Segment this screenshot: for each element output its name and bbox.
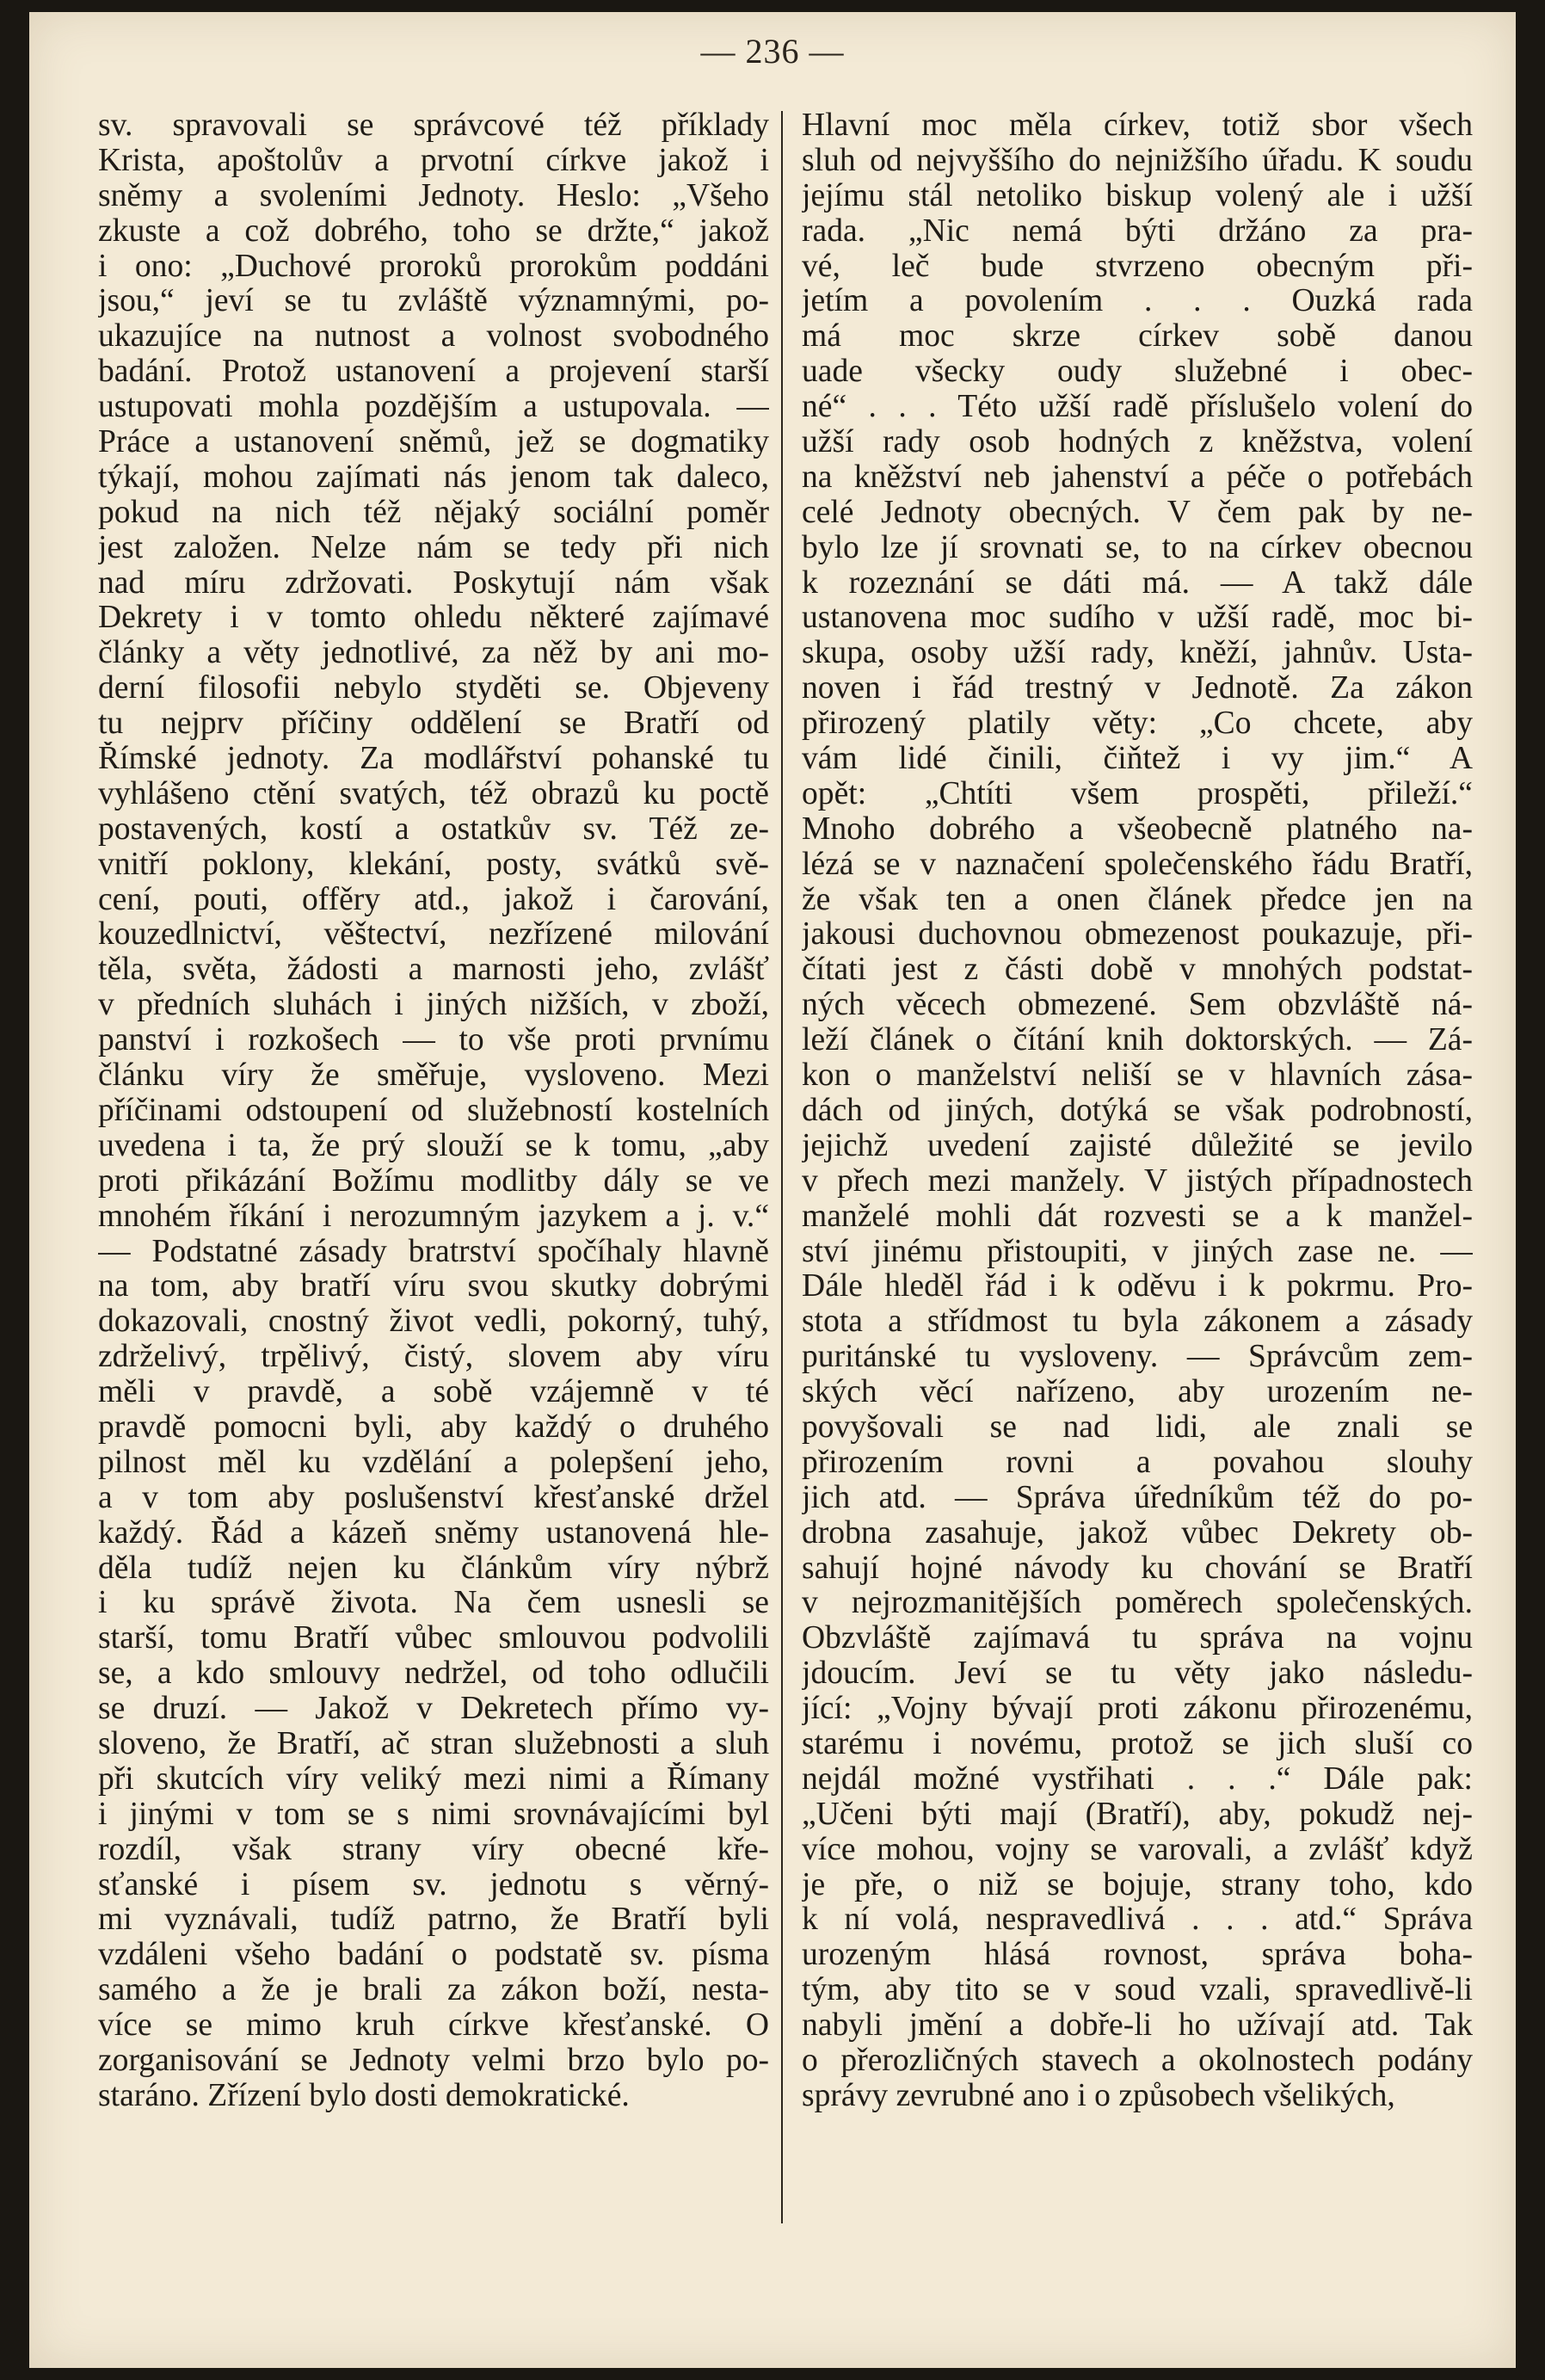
- text-line: cení, pouti, offěry atd., jakož i čarování,: [98, 882, 769, 917]
- text-line: pravdě pomocni byli, aby každý o druhého: [98, 1409, 769, 1445]
- text-line: Hlavní moc měla církev, totiž sbor všech: [802, 108, 1473, 143]
- text-line: přirozením rovni a povahou slouhy: [802, 1445, 1473, 1480]
- text-line: se druzí. — Jakož v Dekretech přímo vy-: [98, 1692, 769, 1727]
- text-line: užší rady osob hodných z kněžstva, volení: [802, 425, 1473, 460]
- text-line: vnitří poklony, klekání, posty, svátků svě-: [98, 847, 769, 882]
- text-line: více se mimo kruh církve křesťanské. O: [98, 2008, 769, 2044]
- text-line: proti přikázání Božímu modlitby dály se ve: [98, 1163, 769, 1199]
- text-line: sloveno, že Bratří, ač stran služebnosti a sluh: [98, 1726, 769, 1761]
- text-line: mnohém říkání i nerozumným jazykem a j. v.“: [98, 1199, 769, 1234]
- text-line: přirozený platily věty: „Co chcete, aby: [802, 706, 1473, 742]
- text-line: a v tom aby poslušenství křesťanské držel: [98, 1480, 769, 1515]
- text-line: jetím a povolením . . . Ouzká rada: [802, 284, 1473, 319]
- text-line: jejímu stál netoliko biskup volený ale i užší: [802, 178, 1473, 213]
- text-line: skupa, osoby užší rady, kněží, jahnův. Usta-: [802, 636, 1473, 671]
- text-line: postavených, kostí a ostatkův sv. Též ze-: [98, 811, 769, 847]
- text-line: se, a kdo smlouvy nedržel, od toho odlučili: [98, 1656, 769, 1692]
- page-number: — 236 —: [700, 32, 845, 71]
- text-line: noven i řád trestný v Jednotě. Za zákon: [802, 671, 1473, 706]
- text-line: stota a střídmost tu byla zákonem a zásady: [802, 1304, 1473, 1340]
- text-line: kon o manželství neliší se v hlavních zása-: [802, 1058, 1473, 1094]
- text-line: tu nejprv příčiny oddělení se Bratří od: [98, 706, 769, 742]
- text-line: Mnoho dobrého a všeobecně platného na-: [802, 811, 1473, 847]
- text-line: — Podstatné zásady bratrství spočíhaly hlavně: [98, 1234, 769, 1269]
- text-line: v nejrozmanitějších poměrech společenských.: [802, 1586, 1473, 1621]
- text-line: jdoucím. Jeví se tu věty jako následu-: [802, 1656, 1473, 1692]
- text-line: jich atd. — Správa úředníkům též do po-: [802, 1480, 1473, 1515]
- text-line: v předních sluhách i jiných nižších, v zboží,: [98, 988, 769, 1023]
- text-line: články a věty jednotlivé, za něž by ani mo-: [98, 636, 769, 671]
- text-line: pilnost měl ku vzdělání a polepšení jeho,: [98, 1445, 769, 1480]
- text-line: vyhlášeno ctění svatých, též obrazů ku poctě: [98, 776, 769, 811]
- text-line: týkají, mohou zajímati nás jenom tak daleco,: [98, 459, 769, 495]
- text-line: nabyli jmění a dobře-li ho užívají atd. Tak: [802, 2008, 1473, 2044]
- text-line: celé Jednoty obecných. V čem pak by ne-: [802, 495, 1473, 530]
- text-line: povyšovali se nad lidi, ale znali se: [802, 1409, 1473, 1445]
- text-line: dách od jiných, dotýká se však podrobností,: [802, 1093, 1473, 1128]
- text-line: starší, tomu Bratří vůbec smlouvou podvolili: [98, 1621, 769, 1656]
- text-line: mi vyznávali, tudíž patrno, že Bratří byli: [98, 1902, 769, 1938]
- text-line: ných věcech obmezené. Sem obzvláště ná-: [802, 988, 1473, 1023]
- text-line: urozeným hlásá rovnost, správa boha-: [802, 1938, 1473, 1973]
- text-line: sv. spravovali se správcové též příklady: [98, 108, 769, 143]
- text-line: manželé mohli dát rozvesti se a k manžel-: [802, 1199, 1473, 1234]
- text-line: k rozeznání se dáti má. — A takž dále: [802, 565, 1473, 601]
- text-line: že však ten a onen článek předce jen na: [802, 882, 1473, 917]
- text-line: sťanské i písem sv. jednotu s věrný-: [98, 1867, 769, 1902]
- text-line: vzdáleni všeho badání o podstatě sv. písma: [98, 1938, 769, 1973]
- text-line: jící: „Vojny bývají proti zákonu přirozenému,: [802, 1692, 1473, 1727]
- text-line: ustanovena moc sudího v užší radě, moc bi-: [802, 601, 1473, 636]
- text-line: puritánské tu vysloveny. — Správcům zem-: [802, 1340, 1473, 1375]
- text-line: při skutcích víry veliký mezi nimi a Římany: [98, 1761, 769, 1797]
- text-line: jest založen. Nelze nám se tedy při nich: [98, 530, 769, 565]
- text-line: Obzvláště zajímavá tu správa na vojnu: [802, 1621, 1473, 1656]
- text-line: na tom, aby bratří víru svou skutky dobrými: [98, 1269, 769, 1304]
- text-line: jakousi duchovnou obmezenost poukazuje, při-: [802, 917, 1473, 953]
- text-line: příčinami odstoupení od služebností kostelních: [98, 1093, 769, 1128]
- text-line: děla tudíž nejen ku článkům víry nýbrž: [98, 1551, 769, 1586]
- text-line: drobna zasahuje, jakož vůbec Dekrety ob-: [802, 1515, 1473, 1551]
- text-line: i ku správě života. Na čem usnesli se: [98, 1586, 769, 1621]
- left-column: [98, 108, 769, 2114]
- text-line: správy zevrubné ano i o způsobech všelikých,: [802, 2078, 1395, 2113]
- text-line: každý. Řád a kázeň sněmy ustanovená hle-: [98, 1515, 769, 1551]
- text-line: nad míru zdržovati. Poskytují nám však: [98, 565, 769, 601]
- text-line: uade všecky oudy služebné i obec-: [802, 355, 1473, 390]
- text-line: článku víry že směřuje, vysloveno. Mezi: [98, 1058, 769, 1094]
- text-line: má moc skrze církev sobě danou: [802, 319, 1473, 355]
- text-line: ských věcí nařízeno, aby urozením ne-: [802, 1375, 1473, 1410]
- text-line: opět: „Chtíti všem prospěti, přileží.“: [802, 776, 1473, 811]
- text-line: sahují hojné návody ku chování se Bratří: [802, 1551, 1473, 1586]
- text-line: pokud na nich též nějaký sociální poměr: [98, 495, 769, 530]
- text-line: zorganisování se Jednoty velmi brzo bylo po-: [98, 2043, 769, 2078]
- text-line: čítati jest z části době v mnohých podstat-: [802, 953, 1473, 988]
- text-line: vé, leč bude stvrzeno obecným při-: [802, 249, 1473, 284]
- text-line: Dále hleděl řád i k oděvu i k pokrmu. Pro-: [802, 1269, 1473, 1304]
- text-line: staráno. Zřízení bylo dosti demokratické.: [98, 2078, 630, 2113]
- text-line: je pře, o niž se bojuje, strany toho, kdo: [802, 1867, 1473, 1902]
- text-line: na kněžství neb jahenství a péče o potřebách: [802, 459, 1473, 495]
- text-line: sluh od nejvyššího do nejnižšího úřadu. K soudu: [802, 143, 1473, 178]
- text-line: ství jinému přistoupiti, v jiných zase ne. —: [802, 1234, 1473, 1269]
- text-line: vám lidé činili, čiňtež i vy jim.“ A: [802, 742, 1473, 777]
- right-column: [802, 108, 1473, 2114]
- text-line: Římské jednoty. Za modlářství pohanské tu: [98, 742, 769, 777]
- book-page: [29, 12, 1516, 2368]
- text-line: Dekrety i v tomto ohledu některé zajímavé: [98, 601, 769, 636]
- text-line: více mohou, vojny se varovali, a zvlášť když: [802, 1832, 1473, 1867]
- text-line: dokazovali, cnostný život vedli, pokorný, tuhý,: [98, 1304, 769, 1340]
- text-line: badání. Protož ustanovení a projevení starší: [98, 355, 769, 390]
- text-line: né“ . . . Této užší radě příslušelo volení do: [802, 390, 1473, 425]
- text-line: rozdíl, však strany víry obecné kře-: [98, 1832, 769, 1867]
- text-line: zdrželivý, trpělivý, čistý, slovem aby víru: [98, 1340, 769, 1375]
- text-line: uvedena i ta, že prý slouží se k tomu, „aby: [98, 1128, 769, 1163]
- text-line: ukazujíce na nutnost a volnost svobodného: [98, 319, 769, 355]
- text-line: měli v pravdě, a sobě vzájemně v té: [98, 1375, 769, 1410]
- text-line: Krista, apoštolův a prvotní církve jakož i: [98, 143, 769, 178]
- text-line: starému i novému, protož se jich sluší co: [802, 1726, 1473, 1761]
- text-line: jsou,“ jeví se tu zvláště významnými, po-: [98, 284, 769, 319]
- text-line: samého a že je brali za zákon boží, nesta-: [98, 1973, 769, 2008]
- text-line: „Učeni býti mají (Bratří), aby, pokudž nej-: [802, 1797, 1473, 1832]
- text-line: leží článek o čítání knih doktorských. — Zá-: [802, 1023, 1473, 1058]
- text-line: o přerozličných stavech a okolnostech podány: [802, 2043, 1473, 2078]
- column-divider: [781, 111, 783, 2223]
- text-line: i jinými v tom se s nimi srovnávajícími byl: [98, 1797, 769, 1832]
- text-line: tým, aby tito se v soud vzali, spravedlivě-li: [802, 1973, 1473, 2008]
- text-line: Práce a ustanovení sněmů, jež se dogmatiky: [98, 425, 769, 460]
- text-line: nejdál možné vystřihati . . .“ Dále pak:: [802, 1761, 1473, 1797]
- text-line: bylo lze jí srovnati se, to na církev obecnou: [802, 530, 1473, 565]
- text-line: ustupovati mohla pozdějším a ustupovala. —: [98, 390, 769, 425]
- text-line: jejichž uvedení zajisté důležité se jevilo: [802, 1128, 1473, 1163]
- text-line: derní filosofii nebylo styděti se. Objeveny: [98, 671, 769, 706]
- text-line: lézá se v naznačení společenského řádu Bratří,: [802, 847, 1473, 882]
- text-line: sněmy a svoleními Jednoty. Heslo: „Všeho: [98, 178, 769, 213]
- text-line: i ono: „Duchové proroků prorokům poddáni: [98, 249, 769, 284]
- text-line: těla, světa, žádosti a marnosti jeho, zvlášť: [98, 953, 769, 988]
- text-line: kouzedlnictví, věštectví, nezřízené milování: [98, 917, 769, 953]
- text-line: panství i rozkošech — to vše proti prvnímu: [98, 1023, 769, 1058]
- text-line: v přech mezi manžely. V jistých případnostech: [802, 1163, 1473, 1199]
- text-line: k ní volá, nespravedlivá . . . atd.“ Správa: [802, 1902, 1473, 1938]
- text-line: zkuste a což dobrého, toho se držte,“ jakož: [98, 213, 769, 249]
- text-line: rada. „Nic nemá býti držáno za pra-: [802, 213, 1473, 249]
